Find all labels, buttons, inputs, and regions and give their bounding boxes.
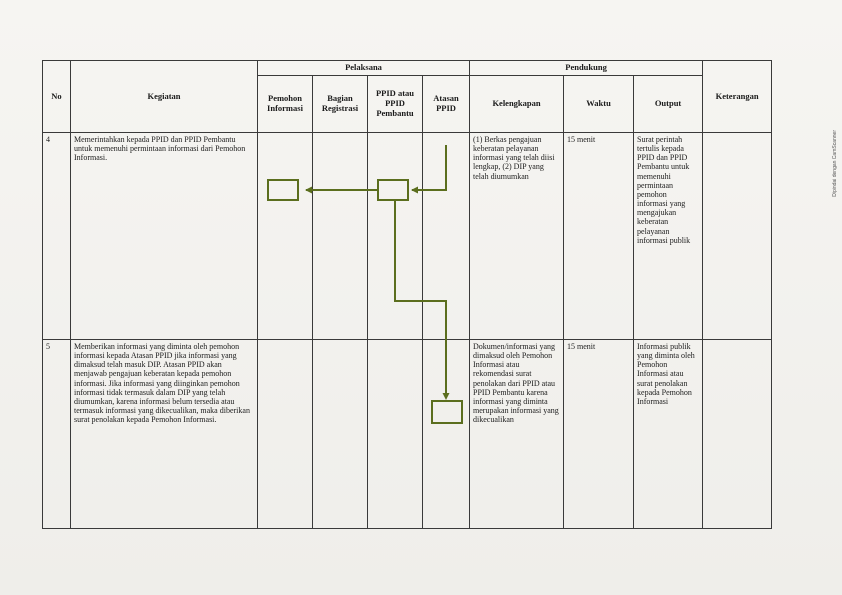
lane-pemohon	[258, 132, 313, 339]
sop-table	[42, 60, 772, 529]
table-row	[43, 132, 772, 339]
lane-atasan	[423, 132, 470, 339]
row-waktu: 15 menit	[564, 339, 634, 528]
header-pendukung: Pendukung	[470, 61, 703, 76]
header-waktu: Waktu	[564, 75, 634, 132]
row-keterangan	[703, 339, 772, 528]
row-no: 5	[43, 339, 71, 528]
header-ppid: PPID atau PPID Pembantu	[368, 75, 423, 132]
lane-pemohon	[258, 339, 313, 528]
scanner-watermark: Dipindai dengan CamScanner	[832, 130, 838, 197]
header-kelengkapan: Kelengkapan	[470, 75, 564, 132]
lane-atasan	[423, 339, 470, 528]
row-kegiatan: Memberikan informasi yang diminta oleh pemohon informasi kepada Atasan PPID jika informasi yang dimaksud telah masuk DIP. Atasan PPID akan menjawab pengajuan keberatan kepada pemohon informasi. Jika informasi yang diinginkan pemohon informasi tidak termasuk dalam DIP yang telah diumumkan, karena informasi belum tersedia atau termasuk informasi yang dikecualikan, maka diberikan surat penolakan kepada Pemohon Informasi.	[71, 339, 258, 528]
row-kelengkapan: Dokumen/informasi yang dimaksud oleh Pemohon Informasi atau rekomendasi surat penolakan dari PPID atau PPID Pembantu karena informasi yang diminta merupakan informasi yang dikecualikan	[470, 339, 564, 528]
header-atasan-ppid: Atasan PPID	[423, 75, 470, 132]
lane-registrasi	[313, 339, 368, 528]
lane-registrasi	[313, 132, 368, 339]
header-output: Output	[634, 75, 703, 132]
header-kegiatan: Kegiatan	[71, 61, 258, 133]
header-bagian-registrasi: Bagian Registrasi	[313, 75, 368, 132]
header-pemohon-informasi: Pemohon Informasi	[258, 75, 313, 132]
lane-ppid	[368, 132, 423, 339]
row-kelengkapan: (1) Berkas pengajuan keberatan pelayanan informasi yang telah diisi lengkap, (2) DIP yang telah diumumkan	[470, 132, 564, 339]
row-no: 4	[43, 132, 71, 339]
lane-ppid	[368, 339, 423, 528]
table-row	[43, 339, 772, 528]
row-keterangan	[703, 132, 772, 339]
header-pelaksana: Pelaksana	[258, 61, 470, 76]
row-output: Informasi publik yang diminta oleh Pemohon Informasi atau surat penolakan kepada Pemohon Informasi	[634, 339, 703, 528]
header-keterangan: Keterangan	[703, 61, 772, 133]
row-output: Surat perintah tertulis kepada PPID dan PPID Pembantu untuk memenuhi permintaan pemohon informasi yang mengajukan keberatan pelayanan informasi publik	[634, 132, 703, 339]
row-kegiatan: Memerintahkan kepada PPID dan PPID Pembantu untuk memenuhi permintaan informasi dari Pemohon Informasi.	[71, 132, 258, 339]
header-no: No	[43, 61, 71, 133]
row-waktu: 15 menit	[564, 132, 634, 339]
